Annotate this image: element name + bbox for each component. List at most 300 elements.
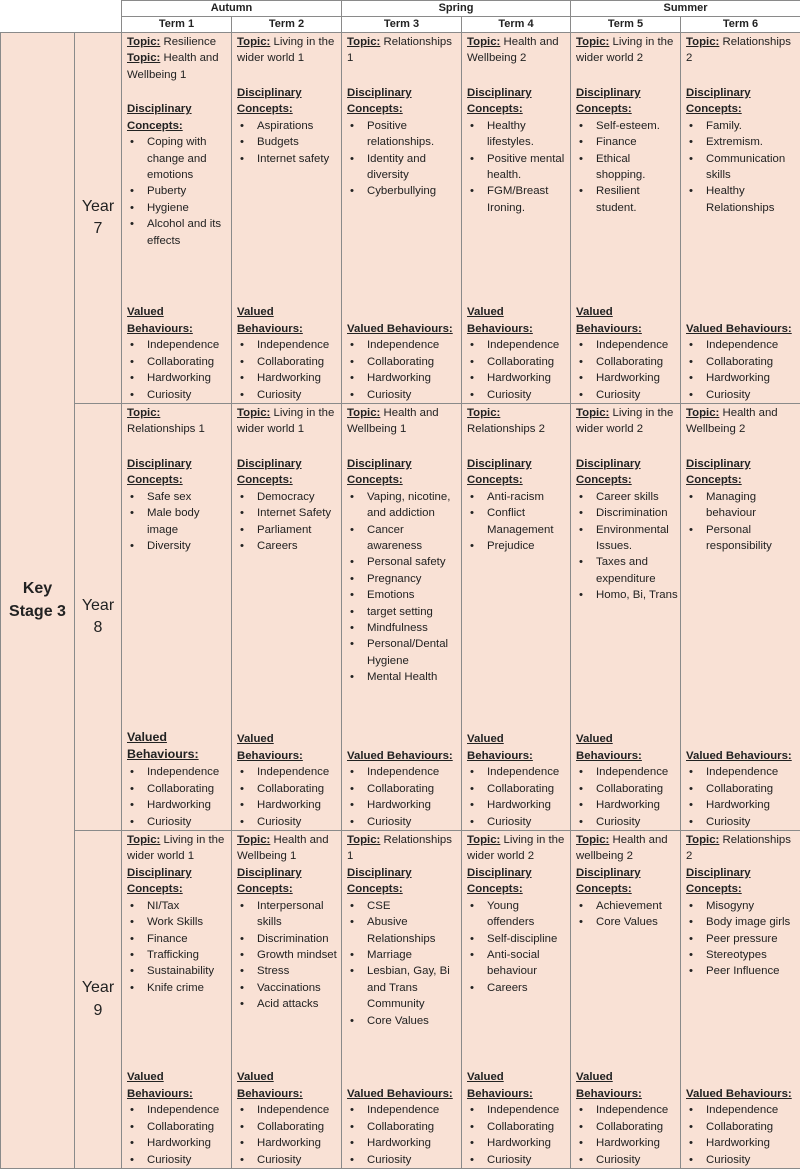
concept-item: • Pregnancy bbox=[347, 571, 459, 587]
concept-item: • Core Values bbox=[576, 914, 678, 930]
term-header: Term 5 bbox=[571, 17, 681, 33]
topic-label: Topic: bbox=[686, 36, 719, 48]
valued-heading: Valued Behaviours: bbox=[467, 1069, 568, 1102]
topic-label: Topic: bbox=[127, 52, 160, 64]
valued-heading: Valued Behaviours: bbox=[467, 731, 568, 764]
concept-item: • Democracy bbox=[237, 489, 339, 505]
concept-list bbox=[686, 118, 798, 217]
concept-item: • Self-discipline bbox=[467, 931, 568, 947]
topic-text: Living in the wider world 2 bbox=[576, 407, 673, 435]
valued-heading: Valued Behaviours: bbox=[347, 748, 459, 764]
concept-item: • Personal/Dental Hygiene bbox=[347, 636, 459, 669]
concept-item: • Careers bbox=[467, 980, 568, 996]
concept-item: • Peer pressure bbox=[686, 931, 798, 947]
concept-item: • Family. bbox=[686, 118, 798, 134]
topic-label: Topic: bbox=[127, 834, 160, 846]
valued-item: • Hardworking bbox=[576, 370, 678, 386]
term-cell bbox=[681, 404, 800, 831]
valued-heading: Valued Behaviours: bbox=[347, 321, 459, 337]
topic-label: Topic: bbox=[467, 36, 500, 48]
valued-item: • Hardworking bbox=[467, 1135, 568, 1151]
topic-text: Relationships 1 bbox=[127, 423, 205, 435]
topic-text: Living in the wider world 1 bbox=[237, 407, 334, 435]
concept-list bbox=[237, 898, 339, 1013]
topic bbox=[127, 34, 229, 50]
concept-item: • Budgets bbox=[237, 134, 339, 150]
valued-heading: Valued Behaviours: bbox=[127, 304, 229, 337]
term-cell bbox=[232, 831, 342, 1169]
valued-list bbox=[127, 764, 229, 830]
topic-text: Health and Wellbeing 1 bbox=[237, 834, 329, 862]
topic-text: Relationships 2 bbox=[686, 834, 791, 862]
disciplinary-heading: Disciplinary Concepts: bbox=[576, 865, 678, 898]
concept-item: • Cancer awareness bbox=[347, 522, 459, 555]
valued-item: • Collaborating bbox=[576, 1119, 678, 1135]
valued-item: • Collaborating bbox=[347, 781, 459, 797]
concept-item: • Environmental Issues. bbox=[576, 522, 678, 555]
valued-item: • Curiosity bbox=[467, 1152, 568, 1168]
valued-list bbox=[686, 1102, 798, 1168]
valued-item: • Curiosity bbox=[127, 814, 229, 830]
term-cell bbox=[342, 404, 462, 831]
topic bbox=[467, 832, 568, 865]
term-cell bbox=[681, 33, 800, 404]
concept-item: • Anti-racism bbox=[467, 489, 568, 505]
valued-item: • Hardworking bbox=[467, 370, 568, 386]
valued-heading: Valued Behaviours: bbox=[347, 1086, 459, 1102]
concept-item: • Homo, Bi, Trans bbox=[576, 587, 678, 603]
valued-list bbox=[467, 764, 568, 830]
valued-item: • Independence bbox=[127, 1102, 229, 1118]
valued-list bbox=[237, 337, 339, 403]
valued-item: • Hardworking bbox=[347, 1135, 459, 1151]
valued-item: • Independence bbox=[347, 337, 459, 353]
topic-text: Health and Wellbeing 1 bbox=[127, 52, 219, 80]
concept-item: • Positive mental health. bbox=[467, 151, 568, 184]
header-blank bbox=[1, 1, 122, 33]
topic-label: Topic: bbox=[467, 407, 500, 419]
concept-item: • Discrimination bbox=[237, 931, 339, 947]
valued-item: • Curiosity bbox=[576, 814, 678, 830]
topic bbox=[686, 832, 798, 865]
valued-item: • Independence bbox=[237, 1102, 339, 1118]
concept-list bbox=[467, 898, 568, 997]
valued-list bbox=[127, 337, 229, 403]
term-header: Term 2 bbox=[232, 17, 342, 33]
concept-item: • Safe sex bbox=[127, 489, 229, 505]
concept-item: • Communication skills bbox=[686, 151, 798, 184]
topic-text: Health and Wellbeing 2 bbox=[686, 407, 778, 435]
term-header: Term 6 bbox=[681, 17, 800, 33]
valued-heading: Valued Behaviours: bbox=[576, 1069, 678, 1102]
topic-text: Living in the wider world 1 bbox=[237, 36, 334, 64]
season-summer: Summer bbox=[571, 1, 800, 17]
valued-item: • Hardworking bbox=[237, 1135, 339, 1151]
term-cell bbox=[122, 404, 232, 831]
concept-item: • Taxes and expenditure bbox=[576, 554, 678, 587]
concept-list bbox=[127, 489, 229, 555]
year-row bbox=[1, 33, 800, 404]
valued-list bbox=[576, 1102, 678, 1168]
valued-item: • Independence bbox=[576, 337, 678, 353]
season-autumn: Autumn bbox=[122, 1, 342, 17]
concept-item: • Healthy lifestyles. bbox=[467, 118, 568, 151]
valued-list bbox=[467, 337, 568, 403]
concept-item: • Vaccinations bbox=[237, 980, 339, 996]
concept-item: • Sustainability bbox=[127, 963, 229, 979]
disciplinary-heading: Disciplinary Concepts: bbox=[347, 865, 459, 898]
concept-list bbox=[127, 134, 229, 249]
valued-item: • Collaborating bbox=[686, 354, 798, 370]
topic-text: Relationships 1 bbox=[347, 36, 452, 64]
concept-item: • target setting bbox=[347, 604, 459, 620]
topic-label: Topic: bbox=[576, 36, 609, 48]
valued-item: • Independence bbox=[467, 764, 568, 780]
concept-item: • Hygiene bbox=[127, 200, 229, 216]
concept-list bbox=[467, 489, 568, 555]
concept-list bbox=[237, 118, 339, 167]
valued-item: • Hardworking bbox=[127, 370, 229, 386]
valued-item: • Curiosity bbox=[686, 814, 798, 830]
concept-item: • Finance bbox=[127, 931, 229, 947]
topic-text: Health and wellbeing 2 bbox=[576, 834, 668, 862]
concept-item: • Misogyny bbox=[686, 898, 798, 914]
topic-text: Relationships 2 bbox=[686, 36, 791, 64]
disciplinary-heading: Disciplinary Concepts: bbox=[686, 865, 798, 898]
concept-item: • Ethical shopping. bbox=[576, 151, 678, 184]
topic-label: Topic: bbox=[237, 834, 270, 846]
valued-item: • Curiosity bbox=[127, 1152, 229, 1168]
valued-item: • Independence bbox=[347, 764, 459, 780]
topic bbox=[237, 34, 339, 67]
topic bbox=[347, 34, 459, 67]
concept-item: • CSE bbox=[347, 898, 459, 914]
term-cell bbox=[232, 33, 342, 404]
valued-item: • Curiosity bbox=[467, 387, 568, 403]
topic-label: Topic: bbox=[347, 834, 380, 846]
topic bbox=[576, 832, 678, 865]
concept-list bbox=[686, 489, 798, 555]
year-label: Year 9 bbox=[75, 831, 122, 1169]
topic-text: Resilience bbox=[164, 36, 217, 48]
concept-item: • Male body image bbox=[127, 505, 229, 538]
disciplinary-heading: Disciplinary Concepts: bbox=[686, 85, 798, 118]
disciplinary-heading: Disciplinary Concepts: bbox=[686, 456, 798, 489]
valued-item: • Curiosity bbox=[467, 814, 568, 830]
concept-item: • Trafficking bbox=[127, 947, 229, 963]
valued-heading: Valued Behaviours: bbox=[237, 731, 339, 764]
disciplinary-heading: Disciplinary Concepts: bbox=[467, 456, 568, 489]
concept-item: • FGM/Breast Ironing. bbox=[467, 183, 568, 216]
disciplinary-heading: Disciplinary Concepts: bbox=[237, 456, 339, 489]
valued-item: • Independence bbox=[127, 337, 229, 353]
concept-item: • Marriage bbox=[347, 947, 459, 963]
concept-item: • Young offenders bbox=[467, 898, 568, 931]
concept-item: • Positive relationships. bbox=[347, 118, 459, 151]
valued-item: • Independence bbox=[237, 337, 339, 353]
valued-item: • Curiosity bbox=[686, 387, 798, 403]
season-header-row bbox=[1, 1, 800, 17]
valued-heading: Valued Behaviours: bbox=[576, 304, 678, 337]
concept-item: • Personal responsibility bbox=[686, 522, 798, 555]
concept-item: • Stereotypes bbox=[686, 947, 798, 963]
valued-heading: Valued Behaviours: bbox=[127, 1069, 229, 1102]
valued-item: • Curiosity bbox=[686, 1152, 798, 1168]
topic-text: Relationships 2 bbox=[467, 423, 545, 435]
valued-heading: Valued Behaviours: bbox=[686, 1086, 798, 1102]
topic-label: Topic: bbox=[127, 407, 160, 419]
valued-item: • Collaborating bbox=[237, 1119, 339, 1135]
valued-heading: Valued Behaviours: bbox=[237, 1069, 339, 1102]
concept-item: • Internet safety bbox=[237, 151, 339, 167]
disciplinary-heading: Disciplinary Concepts: bbox=[576, 85, 678, 118]
concept-item: • Cyberbullying bbox=[347, 183, 459, 199]
valued-heading: Valued Behaviours: bbox=[127, 729, 229, 765]
year-label: Year 8 bbox=[75, 404, 122, 831]
valued-item: • Hardworking bbox=[686, 1135, 798, 1151]
topic-label: Topic: bbox=[686, 407, 719, 419]
key-stage-label: Key Stage 3 bbox=[1, 33, 75, 1169]
concept-item: • Conflict Management bbox=[467, 505, 568, 538]
valued-item: • Hardworking bbox=[127, 797, 229, 813]
topic-text: Relationships 1 bbox=[347, 834, 452, 862]
valued-item: • Hardworking bbox=[347, 797, 459, 813]
topic-label: Topic: bbox=[237, 407, 270, 419]
concept-item: • Internet Safety bbox=[237, 505, 339, 521]
term-header: Term 4 bbox=[462, 17, 571, 33]
topic-label: Topic: bbox=[576, 407, 609, 419]
concept-item: • Mental Health bbox=[347, 669, 459, 685]
concept-item: • Anti-social behaviour bbox=[467, 947, 568, 980]
topic bbox=[127, 832, 229, 865]
valued-heading: Valued Behaviours: bbox=[467, 304, 568, 337]
valued-item: • Hardworking bbox=[576, 1135, 678, 1151]
term-cell bbox=[232, 404, 342, 831]
topic-text: Health and Wellbeing 2 bbox=[467, 36, 559, 64]
concept-item: • Personal safety bbox=[347, 554, 459, 570]
term-cell bbox=[462, 404, 571, 831]
concept-item: • Mindfulness bbox=[347, 620, 459, 636]
concept-list bbox=[237, 489, 339, 555]
valued-list bbox=[576, 337, 678, 403]
topic bbox=[237, 405, 339, 438]
concept-list bbox=[576, 898, 678, 931]
concept-item: • Knife crime bbox=[127, 980, 229, 996]
valued-item: • Curiosity bbox=[347, 387, 459, 403]
topic-text: Living in the wider world 2 bbox=[467, 834, 564, 862]
term-cell bbox=[122, 33, 232, 404]
valued-list bbox=[347, 337, 459, 403]
valued-list bbox=[127, 1102, 229, 1168]
valued-item: • Independence bbox=[237, 764, 339, 780]
year-row bbox=[1, 404, 800, 831]
concept-item: • Finance bbox=[576, 134, 678, 150]
concept-item: • Coping with change and emotions bbox=[127, 134, 229, 183]
concept-item: • Careers bbox=[237, 538, 339, 554]
concept-item: • Alcohol and its effects bbox=[127, 216, 229, 249]
term-cell bbox=[342, 831, 462, 1169]
valued-list bbox=[237, 1102, 339, 1168]
concept-item: • Diversity bbox=[127, 538, 229, 554]
disciplinary-heading: Disciplinary Concepts: bbox=[347, 85, 459, 118]
topic-text: Living in the wider world 1 bbox=[127, 834, 224, 862]
valued-item: • Curiosity bbox=[237, 814, 339, 830]
valued-item: • Curiosity bbox=[347, 1152, 459, 1168]
term-header: Term 3 bbox=[342, 17, 462, 33]
concept-list bbox=[347, 489, 459, 686]
disciplinary-heading: Disciplinary Concepts: bbox=[347, 456, 459, 489]
concept-item: • Resilient student. bbox=[576, 183, 678, 216]
valued-item: • Curiosity bbox=[347, 814, 459, 830]
valued-item: • Hardworking bbox=[576, 797, 678, 813]
topic-secondary bbox=[127, 50, 229, 83]
topic-label: Topic: bbox=[347, 36, 380, 48]
valued-item: • Hardworking bbox=[237, 797, 339, 813]
disciplinary-heading: Disciplinary Concepts: bbox=[127, 456, 229, 489]
term-cell bbox=[681, 831, 800, 1169]
concept-item: • NI/Tax bbox=[127, 898, 229, 914]
topic bbox=[576, 34, 678, 67]
concept-list bbox=[127, 898, 229, 997]
topic bbox=[127, 405, 229, 438]
concept-item: • Discrimination bbox=[576, 505, 678, 521]
term-cell bbox=[342, 33, 462, 404]
valued-item: • Curiosity bbox=[237, 1152, 339, 1168]
disciplinary-heading: Disciplinary Concepts: bbox=[467, 865, 568, 898]
valued-item: • Hardworking bbox=[467, 797, 568, 813]
topic bbox=[686, 405, 798, 438]
concept-item: • Self-esteem. bbox=[576, 118, 678, 134]
valued-item: • Hardworking bbox=[237, 370, 339, 386]
year-row bbox=[1, 831, 800, 1169]
concept-item: • Emotions bbox=[347, 587, 459, 603]
concept-item: • Managing behaviour bbox=[686, 489, 798, 522]
concept-item: • Aspirations bbox=[237, 118, 339, 134]
valued-item: • Collaborating bbox=[467, 781, 568, 797]
valued-item: • Independence bbox=[686, 764, 798, 780]
valued-list bbox=[576, 764, 678, 830]
topic-label: Topic: bbox=[686, 834, 719, 846]
concept-list bbox=[347, 118, 459, 200]
valued-item: • Curiosity bbox=[237, 387, 339, 403]
season-spring: Spring bbox=[342, 1, 571, 17]
concept-item: • Core Values bbox=[347, 1013, 459, 1029]
valued-heading: Valued Behaviours: bbox=[237, 304, 339, 337]
valued-item: • Collaborating bbox=[576, 354, 678, 370]
valued-list bbox=[347, 1102, 459, 1168]
concept-item: • Puberty bbox=[127, 183, 229, 199]
concept-list bbox=[686, 898, 798, 980]
concept-item: • Prejudice bbox=[467, 538, 568, 554]
concept-item: • Identity and diversity bbox=[347, 151, 459, 184]
concept-item: • Career skills bbox=[576, 489, 678, 505]
concept-list bbox=[347, 898, 459, 1029]
concept-list bbox=[467, 118, 568, 217]
valued-item: • Hardworking bbox=[127, 1135, 229, 1151]
valued-item: • Independence bbox=[686, 1102, 798, 1118]
valued-item: • Hardworking bbox=[686, 370, 798, 386]
valued-item: • Collaborating bbox=[347, 1119, 459, 1135]
topic-label: Topic: bbox=[127, 36, 160, 48]
valued-item: • Collaborating bbox=[576, 781, 678, 797]
term-cell bbox=[571, 33, 681, 404]
concept-item: • Lesbian, Gay, Bi and Trans Community bbox=[347, 963, 459, 1012]
topic-label: Topic: bbox=[576, 834, 609, 846]
disciplinary-heading: Disciplinary Concepts: bbox=[127, 101, 229, 134]
topic bbox=[576, 405, 678, 438]
term-cell bbox=[462, 831, 571, 1169]
valued-item: • Curiosity bbox=[576, 387, 678, 403]
valued-item: • Collaborating bbox=[127, 1119, 229, 1135]
year-label: Year 7 bbox=[75, 33, 122, 404]
topic-text: Health and Wellbeing 1 bbox=[347, 407, 439, 435]
concept-item: • Abusive Relationships bbox=[347, 914, 459, 947]
valued-item: • Collaborating bbox=[237, 354, 339, 370]
topic bbox=[467, 34, 568, 67]
disciplinary-heading: Disciplinary Concepts: bbox=[467, 85, 568, 118]
concept-item: • Achievement bbox=[576, 898, 678, 914]
valued-item: • Independence bbox=[686, 337, 798, 353]
valued-item: • Independence bbox=[576, 764, 678, 780]
valued-item: • Curiosity bbox=[576, 1152, 678, 1168]
term-header: Term 1 bbox=[122, 17, 232, 33]
concept-item: • Acid attacks bbox=[237, 996, 339, 1012]
topic bbox=[347, 405, 459, 438]
valued-item: • Collaborating bbox=[686, 1119, 798, 1135]
concept-list bbox=[576, 489, 678, 604]
valued-item: • Collaborating bbox=[686, 781, 798, 797]
topic bbox=[686, 34, 798, 67]
valued-list bbox=[237, 764, 339, 830]
valued-item: • Hardworking bbox=[347, 370, 459, 386]
valued-item: • Collaborating bbox=[237, 781, 339, 797]
topic-label: Topic: bbox=[347, 407, 380, 419]
valued-item: • Collaborating bbox=[127, 781, 229, 797]
concept-item: • Stress bbox=[237, 963, 339, 979]
valued-item: • Collaborating bbox=[467, 1119, 568, 1135]
concept-item: • Healthy Relationships bbox=[686, 183, 798, 216]
term-cell bbox=[571, 831, 681, 1169]
concept-item: • Vaping, nicotine, and addiction bbox=[347, 489, 459, 522]
valued-item: • Independence bbox=[347, 1102, 459, 1118]
valued-item: • Independence bbox=[127, 764, 229, 780]
valued-item: • Collaborating bbox=[467, 354, 568, 370]
valued-list bbox=[686, 337, 798, 403]
term-cell bbox=[122, 831, 232, 1169]
valued-list bbox=[686, 764, 798, 830]
valued-item: • Collaborating bbox=[127, 354, 229, 370]
disciplinary-heading: Disciplinary Concepts: bbox=[576, 456, 678, 489]
concept-item: • Parliament bbox=[237, 522, 339, 538]
disciplinary-heading: Disciplinary Concepts: bbox=[237, 85, 339, 118]
valued-item: • Hardworking bbox=[686, 797, 798, 813]
concept-item: • Body image girls bbox=[686, 914, 798, 930]
concept-item: • Extremism. bbox=[686, 134, 798, 150]
concept-list bbox=[576, 118, 678, 217]
valued-item: • Curiosity bbox=[127, 387, 229, 403]
term-cell bbox=[462, 33, 571, 404]
valued-heading: Valued Behaviours: bbox=[686, 321, 798, 337]
topic bbox=[467, 405, 568, 438]
valued-heading: Valued Behaviours: bbox=[686, 748, 798, 764]
concept-item: • Interpersonal skills bbox=[237, 898, 339, 931]
valued-item: • Collaborating bbox=[347, 354, 459, 370]
topic-text: Living in the wider world 2 bbox=[576, 36, 673, 64]
valued-heading: Valued Behaviours: bbox=[576, 731, 678, 764]
valued-list bbox=[347, 764, 459, 830]
concept-item: • Work Skills bbox=[127, 914, 229, 930]
valued-list bbox=[467, 1102, 568, 1168]
